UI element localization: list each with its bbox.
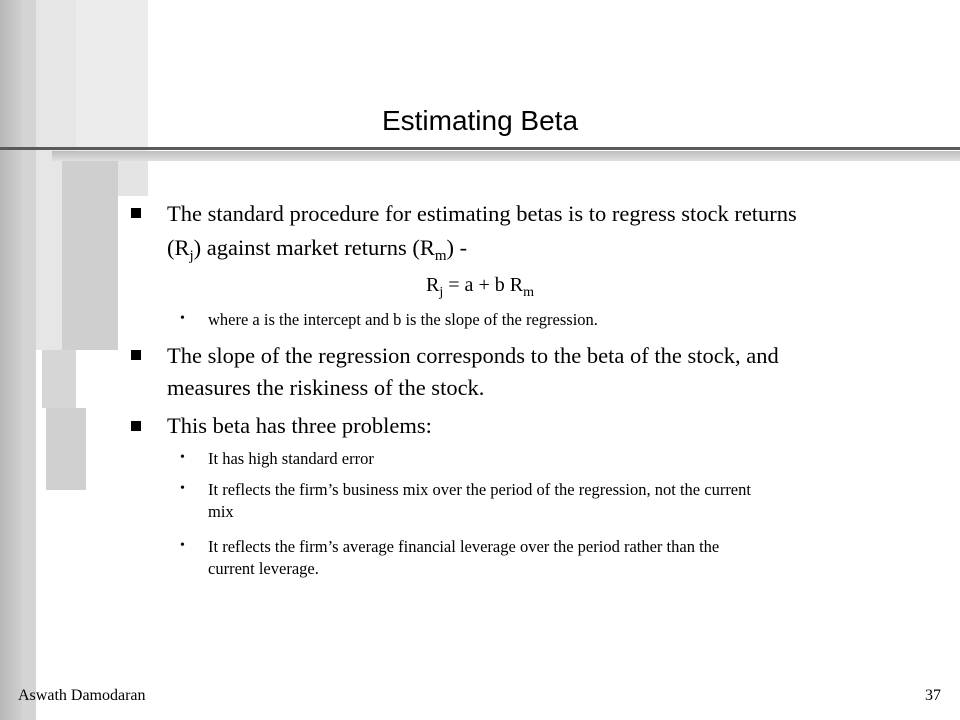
- bullet-text: $(R_j)$ against market returns $(R_m)$ -: [167, 235, 468, 264]
- decor-bar: [46, 408, 86, 490]
- bullet-text: The slope of the regression corresponds to the beta of the stock, and: [167, 343, 779, 368]
- sub-bullet-text: mix: [208, 502, 234, 521]
- sub-bullet-text: current leverage.: [208, 559, 319, 578]
- bullet-text: The standard procedure for estimating betas is to regress stock returns: [167, 201, 797, 226]
- regression-formula: $R_j = a + b$ $R_m$: [426, 274, 534, 300]
- slide-title: Estimating Beta: [381, 105, 579, 136]
- decor-bar: [42, 350, 76, 408]
- title-divider-shadow: [52, 151, 960, 161]
- page-number: 37: [925, 687, 941, 704]
- bullet-text: measures the riskiness of the stock.: [167, 375, 485, 400]
- sub-bullet-icon: •: [180, 538, 185, 553]
- sub-bullet-text: It has high standard error: [208, 449, 374, 468]
- sub-bullet-icon: •: [180, 481, 185, 496]
- square-bullet-icon: [131, 350, 141, 360]
- sub-bullet-text: where a is the intercept and b is the slope of the regression.: [208, 310, 598, 329]
- decor-bar: [62, 160, 118, 350]
- sub-bullet-text: It reflects the firm’s average financial leverage over the period rather than the: [208, 537, 720, 556]
- title-divider: [0, 147, 960, 150]
- decor-bar: [118, 160, 148, 196]
- sub-bullet-icon: •: [180, 450, 185, 465]
- square-bullet-icon: [131, 421, 141, 431]
- sub-bullet-text: It reflects the firm’s business mix over the period of the regression, not the current: [208, 480, 751, 499]
- square-bullet-icon: [131, 208, 141, 218]
- sub-bullet-icon: •: [180, 311, 185, 326]
- bullet-text: This beta has three problems:: [167, 413, 432, 438]
- footer-author: Aswath Damodaran: [18, 687, 146, 704]
